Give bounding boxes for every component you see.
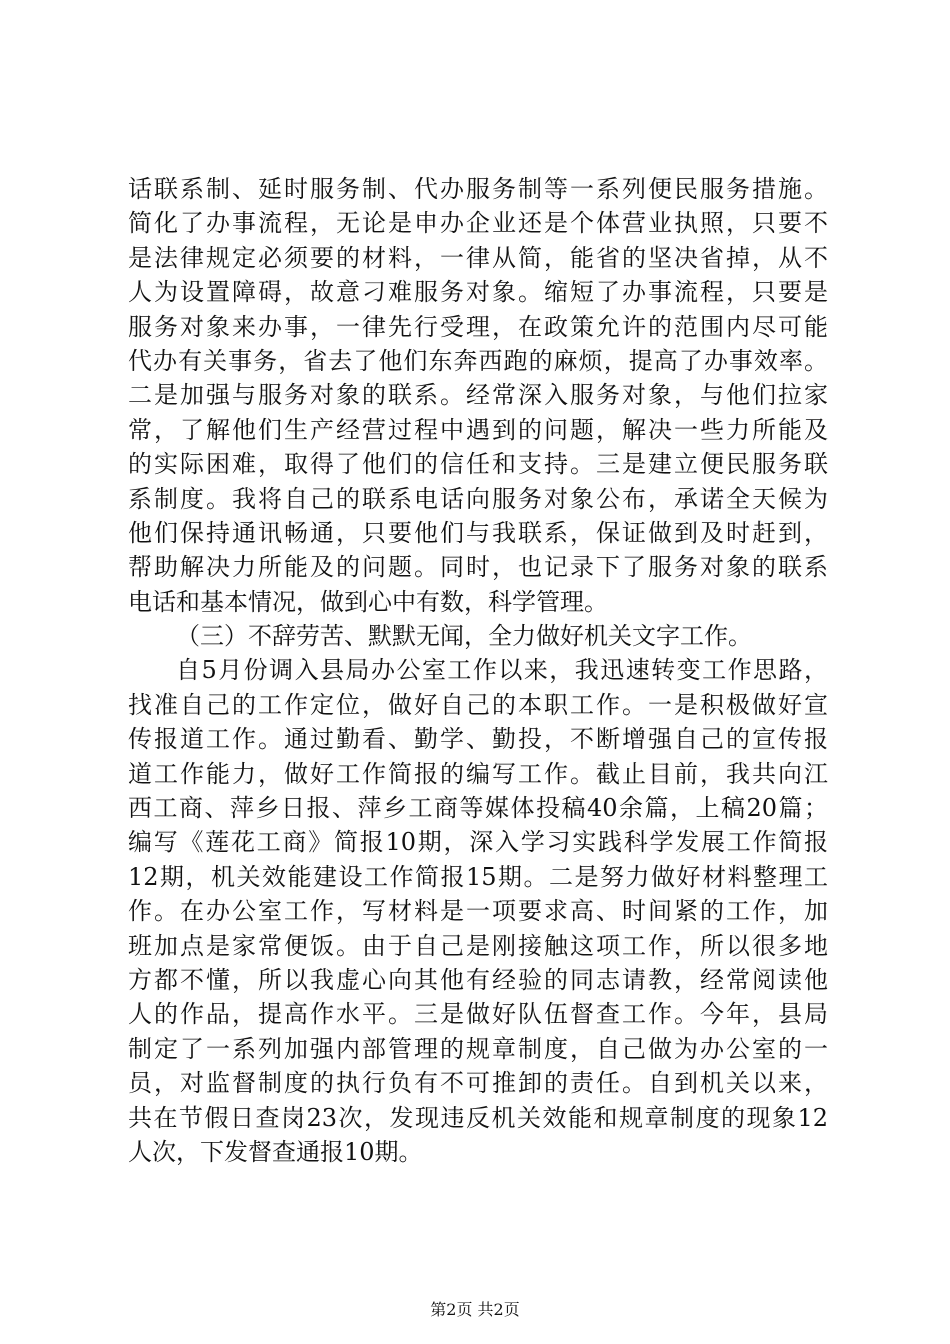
- text-line: 电话和基本情况，做到心中有数，科学管理。: [128, 587, 608, 616]
- page-number: 第2页 共2页: [430, 1300, 520, 1319]
- text-line: 方都不懂，所以我虚心向其他有经验的同志请教，经常阅读他: [128, 965, 828, 994]
- text-line: 作。在办公室工作，写材料是一项要求高、时间紧的工作，加: [128, 897, 828, 926]
- text-line: 共在节假日查岗23次，发现违反机关效能和规章制度的现象12: [128, 1103, 828, 1132]
- text-line: 制定了一系列加强内部管理的规章制度，自己做为办公室的一: [128, 1034, 828, 1063]
- text-line: 系制度。我将自己的联系电话向服务对象公布，承诺全天候为: [128, 484, 828, 513]
- text-line: 常，了解他们生产经营过程中遇到的问题，解决一些力所能及: [128, 415, 828, 444]
- text-line: 12期，机关效能建设工作简报15期。二是努力做好材料整理工: [128, 862, 828, 891]
- text-line: 话联系制、延时服务制、代办服务制等一系列便民服务措施。: [128, 175, 828, 203]
- text-line: 编写《莲花工商》简报10期，深入学习实践科学发展工作简报: [128, 828, 828, 857]
- text-line: 人为设置障碍，故意刁难服务对象。缩短了办事流程，只要是: [128, 278, 828, 307]
- text-line: 的实际困难，取得了他们的信任和支持。三是建立便民服务联: [128, 450, 828, 479]
- text-line: 西工商、萍乡日报、萍乡工商等媒体投稿40余篇，上稿20篇；: [128, 794, 828, 823]
- text-line: 员，对监督制度的执行负有不可推卸的责任。自到机关以来，: [128, 1069, 828, 1098]
- text-line: 是法律规定必须要的材料，一律从简，能省的坚决省掉，从不: [128, 243, 828, 272]
- paragraph-first-line: 自5月份调入县局办公室工作以来，我迅速转变工作思路，: [176, 656, 828, 685]
- text-line: 简化了办事流程，无论是申办企业还是个体营业执照，只要不: [128, 209, 828, 238]
- text-line: 找准自己的工作定位，做好自己的本职工作。一是积极做好宣: [128, 690, 828, 719]
- document-body: [128, 172, 828, 1169]
- text-line: 代办有关事务，省去了他们东奔西跑的麻烦，提高了办事效率。: [128, 346, 828, 375]
- text-line: 帮助解决力所能及的问题。同时，也记录下了服务对象的联系: [128, 553, 828, 582]
- text-line: 服务对象来办事，一律先行受理，在政策允许的范围内尽可能: [128, 312, 828, 341]
- text-line: 人的作品，提高作水平。三是做好队伍督查工作。今年，县局: [128, 1000, 828, 1029]
- text-line: 人次，下发督查通报10期。: [128, 1137, 423, 1166]
- text-line: 二是加强与服务对象的联系。经常深入服务对象，与他们拉家: [128, 381, 828, 410]
- text-line: 他们保持通讯畅通，只要他们与我联系，保证做到及时赶到，: [128, 518, 828, 547]
- text-line: 班加点是家常便饭。由于自己是刚接触这项工作，所以很多地: [128, 931, 828, 960]
- page-footer: [0, 1300, 950, 1320]
- section-heading: （三）不辞劳苦、默默无闻，全力做好机关文字工作。: [176, 622, 752, 651]
- text-line: 传报道工作。通过勤看、勤学、勤投，不断增强自己的宣传报: [128, 725, 828, 754]
- text-line: 道工作能力，做好工作简报的编写工作。截止目前，我共向江: [128, 759, 828, 788]
